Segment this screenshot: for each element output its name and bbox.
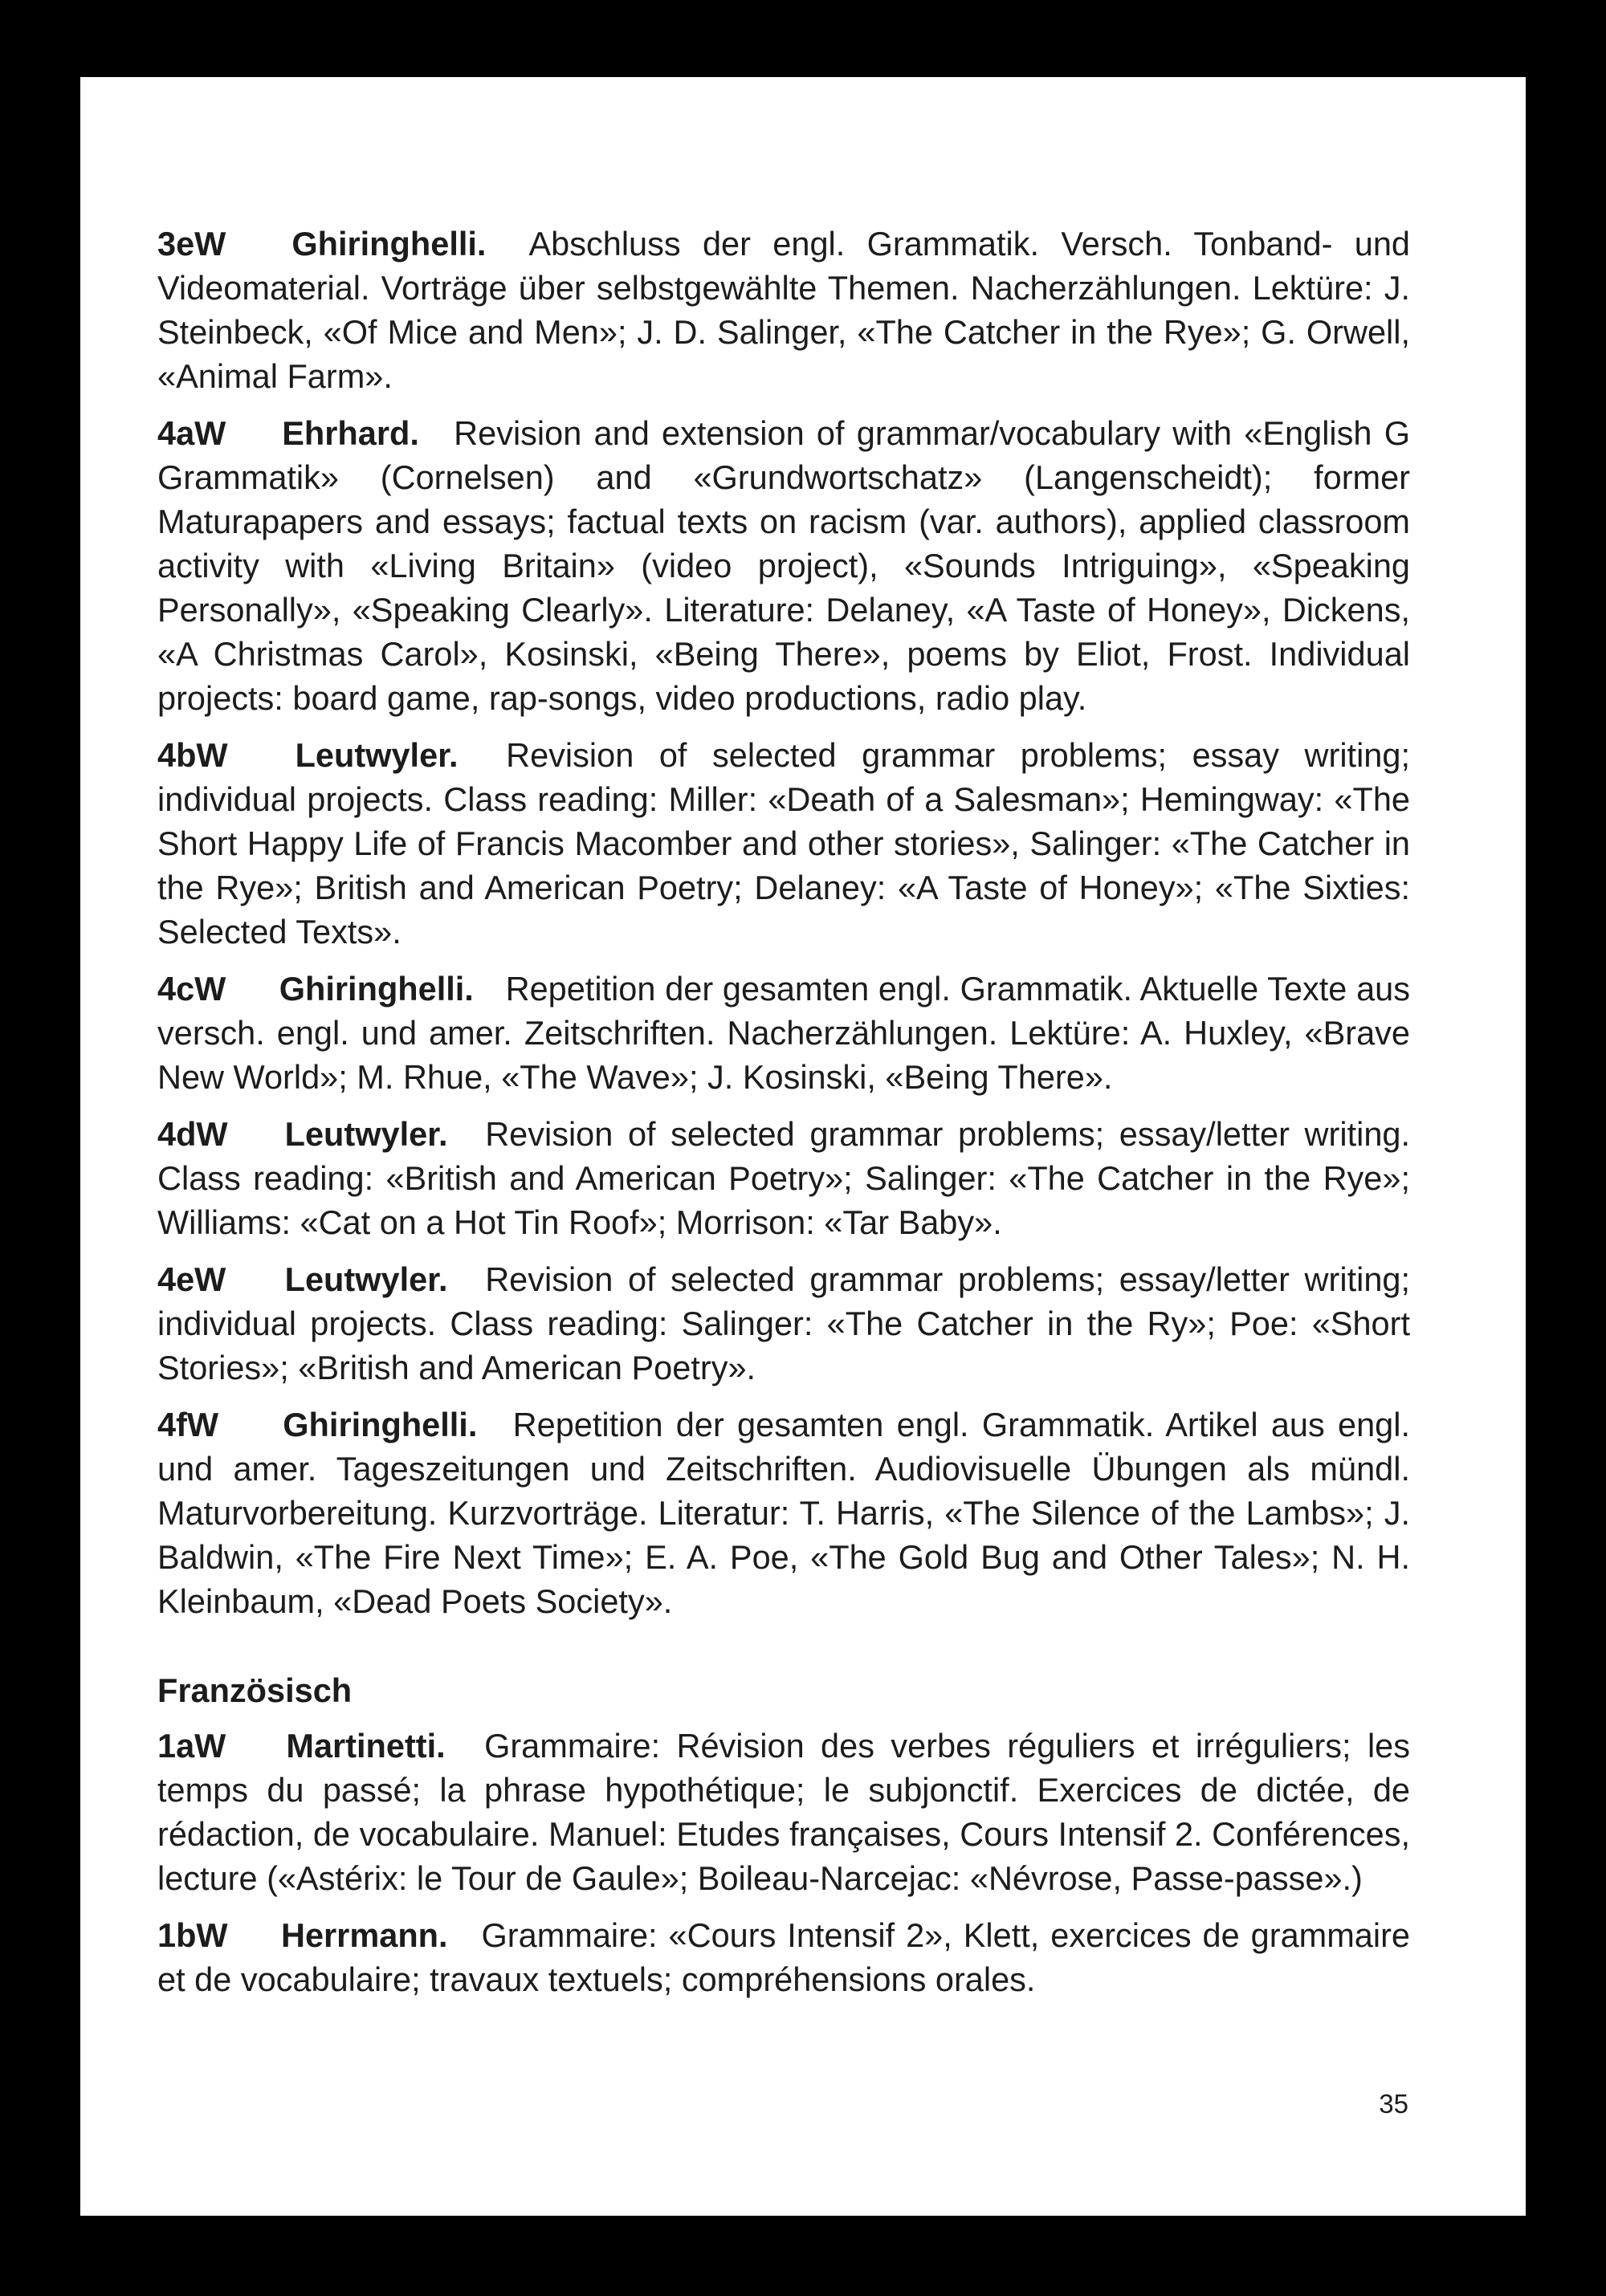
class-code: 4cW bbox=[157, 970, 226, 1008]
course-entry bbox=[157, 411, 1410, 720]
course-entry bbox=[157, 1724, 1410, 1900]
course-description: Revision and extension of grammar/vocabulary with «English G Grammatik» (Cornelsen) and «Grundwortschatz» (Langenscheidt); former Maturapapers and essays; factual texts on racism (var. authors), applied classroom activity with «Living Britain» (video project), «Sounds Intriguing», «Speaking Personally», «Speaking Clearly». Literature: Delaney, «A Taste of Honey», Dickens, «A Christmas Carol», Kosinski, «Being There», poems by Eliot, Frost. Individual projects: board game, rap-songs, video productions, radio play. bbox=[157, 414, 1411, 717]
course-description: Grammaire: «Cours Intensif 2», Klett, exercices de grammaire et de vocabulaire; travaux textuels; compréhensions orales. bbox=[157, 1916, 1411, 1998]
teacher-name: Leutwyler. bbox=[284, 1115, 448, 1153]
class-code: 3eW bbox=[157, 225, 226, 263]
teacher-name: Herrmann. bbox=[280, 1916, 448, 1954]
course-description: Abschluss der engl. Grammatik. Versch. Tonband- und Videomaterial. Vorträge über selbstgewählte Themen. Nacherzählungen. Lektüre: J. Steinbeck, «Of Mice and Men»; J. D. Salinger, «The Catcher in the Rye»; G. Orwell, «Animal Farm». bbox=[157, 225, 1410, 395]
teacher-name: Leutwyler. bbox=[295, 736, 459, 774]
course-description: Revision of selected grammar problems; essay writing; individual projects. Class reading: Miller: «Death of a Salesman»; Hemingway: «The Short Happy Life of Francis Macomber and other stories», Salinger: «The Catcher in the Rye»; British and American Poetry; Delaney: «A Taste of Honey»; «The Sixties: Selected Texts». bbox=[157, 736, 1410, 951]
section-heading: Französisch bbox=[157, 1671, 353, 1709]
course-description: Repetition der gesamten engl. Grammatik. Aktuelle Texte aus versch. engl. und amer. Zeitschriften. Nacherzählungen. Lektüre: A. Huxley, «Brave New World»; M. Rhue, «The Wave»; J. Kosinski, «Being There». bbox=[157, 970, 1411, 1096]
course-entry bbox=[157, 1913, 1410, 2001]
course-description: Revision of selected grammar problems; essay/letter writing. Class reading: «British and American Poetry»; Salinger: «The Catcher in the Rye»; Williams: «Cat on a Hot Tin Roof»; Morrison: «Tar Baby». bbox=[157, 1115, 1411, 1241]
course-entry bbox=[157, 967, 1410, 1099]
course-entry bbox=[157, 1112, 1410, 1244]
course-entry bbox=[157, 1402, 1410, 1623]
page-content bbox=[157, 222, 1410, 2014]
course-entry bbox=[157, 222, 1410, 398]
course-entry bbox=[157, 733, 1410, 954]
teacher-name: Ghiringhelli. bbox=[283, 1406, 478, 1443]
teacher-name: Ghiringhelli. bbox=[279, 970, 474, 1008]
teacher-name: Ehrhard. bbox=[282, 414, 419, 452]
class-code: 4fW bbox=[157, 1406, 219, 1443]
teacher-name: Martinetti. bbox=[286, 1727, 446, 1765]
class-code: 4aW bbox=[157, 414, 226, 452]
teacher-name: Ghiringhelli. bbox=[291, 225, 487, 263]
course-description: Revision of selected grammar problems; essay/letter writing; individual projects. Class reading: Salinger: «The Catcher in the Ry»; Poe: «Short Stories»; «British and American Poetry». bbox=[157, 1260, 1411, 1386]
course-description: Repetition der gesamten engl. Grammatik. Artikel aus engl. und amer. Tageszeitungen und Zeitschriften. Audiovisuelle Übungen als mündl. Maturvorbereitung. Kurzvorträge. Literatur: T. Harris, «The Silence of the Lambs»; J. Baldwin, «The Fire Next Time»; E. A. Poe, «The Gold Bug and Other Tales»; N. H. Kleinbaum, «Dead Poets Society». bbox=[157, 1406, 1411, 1620]
class-code: 4dW bbox=[157, 1115, 228, 1153]
class-code: 4eW bbox=[157, 1260, 226, 1298]
course-entry bbox=[157, 1257, 1410, 1390]
page-number: 35 bbox=[1379, 2089, 1408, 2119]
teacher-name: Leutwyler. bbox=[284, 1260, 448, 1298]
class-code: 1bW bbox=[157, 1916, 228, 1954]
class-code: 1aW bbox=[157, 1727, 226, 1765]
course-description: Grammaire: Révision des verbes réguliers et irréguliers; les temps du passé; la phrase hypothétique; le subjonctif. Exercices de dictée, de rédaction, de vocabulaire. Manuel: Etudes françaises, Cours Intensif 2. Conférences, lecture («Astérix: le Tour de Gaule»; Boileau-Narcejac: «Névrose, Passe-passe».) bbox=[157, 1727, 1410, 1897]
document-page bbox=[80, 77, 1526, 2216]
class-code: 4bW bbox=[157, 736, 228, 774]
